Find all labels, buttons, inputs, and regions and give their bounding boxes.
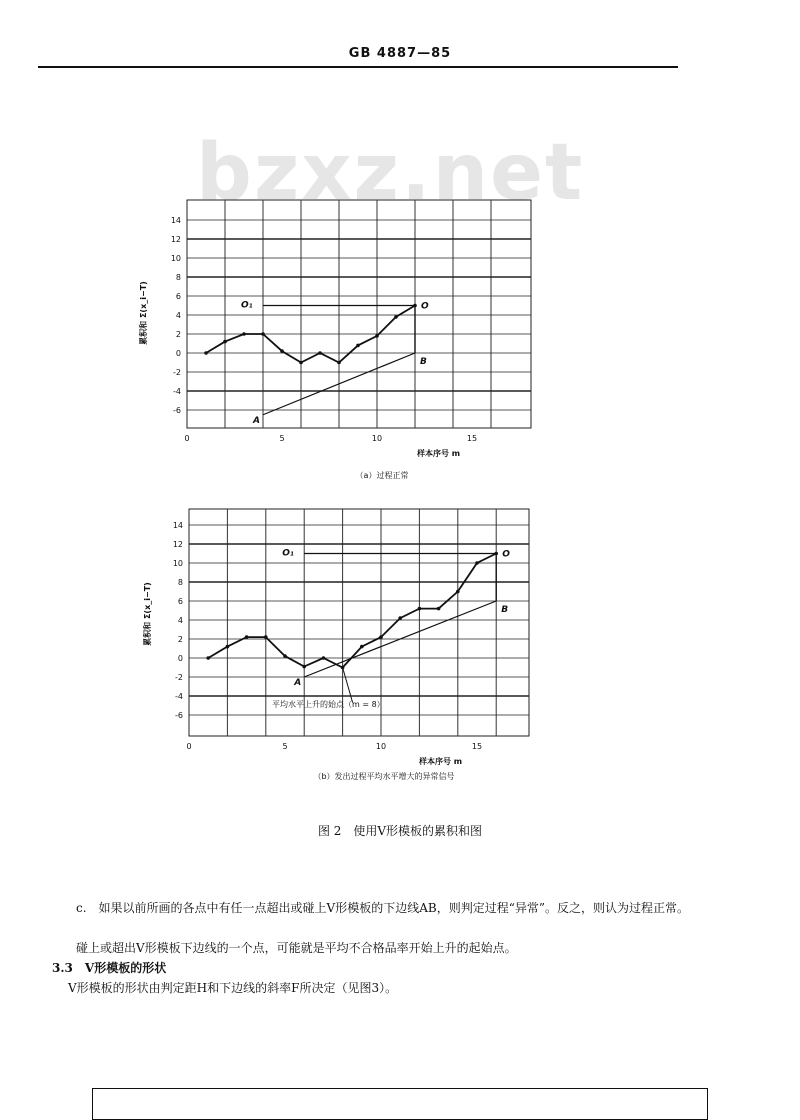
chart-a-ytick-label: 8 <box>175 273 181 282</box>
chart-a-ytick-label: 6 <box>175 292 181 301</box>
chart-b-annotation-pointer <box>343 668 353 703</box>
chart-b-data-point <box>437 607 441 611</box>
chart-b-ytick-label: 4 <box>177 616 183 625</box>
chart-b-data-point <box>264 635 268 639</box>
paragraph-c-text: c. 如果以前所画的各点中有任一点超出或碰上V形模板的下边线AB，则判定过程“异常”。反之，则认为过程正常。 <box>76 901 689 915</box>
paragraph-c <box>76 898 690 918</box>
chart-a-data-point <box>299 361 303 365</box>
chart-b-xtick-label: 0 <box>186 742 192 751</box>
chart-b-data-point <box>302 665 306 669</box>
document-header: GB 4887—85 <box>348 46 452 61</box>
chart-b-ytick-label: 2 <box>177 635 183 644</box>
chart-a-label-A: A <box>253 415 260 426</box>
chart-b-data-point <box>245 635 249 639</box>
chart-b-ytick-label: -6 <box>175 711 183 720</box>
chart-a-x-axis-label: 样本序号 m <box>417 449 461 458</box>
chart-b-x-axis-label: 样本序号 m <box>419 757 463 766</box>
chart-a-plot-frame <box>187 200 531 428</box>
chart-a-data-point <box>261 332 265 336</box>
chart-b-data-point <box>475 561 479 565</box>
chart-b-ytick-label: 6 <box>177 597 183 606</box>
chart-a-data-point <box>242 332 246 336</box>
chart-b-label-B: B <box>501 605 509 615</box>
section-heading: 3.3 V形模板的形状 <box>52 961 167 975</box>
chart-a-data-point <box>356 344 360 348</box>
chart-b-series-line <box>208 554 496 668</box>
chart-b-ytick-label: 10 <box>172 559 183 568</box>
chart-a-ytick-label: -4 <box>173 387 181 396</box>
chart-b-data-point <box>456 590 460 594</box>
paragraph-3: V形模板的形状由判定距H和下边线的斜率F所决定（见图3）。 <box>68 981 398 995</box>
next-figure-frame <box>92 1088 708 1120</box>
chart-b-ytick-label: 0 <box>177 654 183 663</box>
chart-b-label-O: O <box>502 549 510 560</box>
chart-a-ytick-label: -6 <box>173 406 181 415</box>
chart-a-data-point <box>413 304 417 308</box>
chart-a-data-point <box>280 349 284 353</box>
chart-b-data-point <box>226 645 230 649</box>
chart-a-xtick-label: 5 <box>279 434 285 443</box>
paragraph-2: 碰上或超出V形模板下边线的一个点，可能就是平均不合格品率开始上升的起始点。 <box>76 941 517 955</box>
chart-b-data-point <box>494 552 498 556</box>
chart-b-data-point <box>398 616 402 620</box>
chart-b-y-axis-label: 累积和 Σ(x_i−T) <box>143 582 152 646</box>
chart-b-ytick-label: 14 <box>172 521 183 530</box>
chart-a-data-point <box>375 334 379 338</box>
chart-b-ytick-label: -4 <box>175 692 183 701</box>
chart-a-xtick-label: 0 <box>184 434 190 443</box>
chart-b-xtick-label: 15 <box>471 742 483 751</box>
chart-a-ytick-label: 2 <box>175 330 181 339</box>
chart-a-ytick-label: 12 <box>170 235 181 244</box>
chart-a-label-B: B <box>420 357 427 367</box>
chart-b-data-point <box>418 607 422 611</box>
chart-b-data-point <box>360 645 364 649</box>
chart-b-data-point <box>283 654 287 658</box>
chart-a-data-point <box>394 315 398 319</box>
chart-b-xtick-label: 10 <box>375 742 387 751</box>
chart-a-label-O1: O₁ <box>241 300 253 311</box>
chart-b-label-A: A <box>294 678 302 688</box>
chart-a-data-point <box>223 340 227 344</box>
chart-a-ytick-label: 14 <box>170 216 181 225</box>
chart-b-caption: （b）发出过程平均水平增大的异常信号 <box>313 772 455 781</box>
watermark-text: bzxz.net <box>196 128 585 218</box>
chart-a-data-point <box>318 351 322 355</box>
chart-a-label-O: O <box>421 301 429 312</box>
chart-a-ytick-label: -2 <box>173 368 181 377</box>
chart-b-data-point <box>206 656 210 660</box>
chart-a-ytick-label: 0 <box>175 349 181 358</box>
chart-b-ytick-label: 12 <box>172 540 183 549</box>
chart-b-annotation-text: 平均水平上升的始点（m = 8） <box>272 700 385 709</box>
chart-b-data-point <box>322 656 326 660</box>
chart-b-data-point <box>379 635 383 639</box>
chart-a-y-axis-label: 累积和 Σ(x_i−T) <box>139 281 148 345</box>
chart-b-ytick-label: 8 <box>177 578 183 587</box>
chart-a-xtick-label: 10 <box>371 434 383 443</box>
chart-a-caption: （a）过程正常 <box>355 471 409 480</box>
chart-a-data-point <box>337 361 341 365</box>
figure-caption: 图 2 使用V形模板的累积和图 <box>317 824 483 838</box>
chart-a-ytick-label: 10 <box>170 254 181 263</box>
chart-b-xtick-label: 5 <box>282 742 288 751</box>
chart-b-label-O1: O₁ <box>282 548 294 559</box>
chart-b-ytick-label: -2 <box>175 673 183 682</box>
chart-a-ytick-label: 4 <box>175 311 181 320</box>
chart-a-data-point <box>204 351 208 355</box>
chart-a-xtick-label: 15 <box>466 434 478 443</box>
